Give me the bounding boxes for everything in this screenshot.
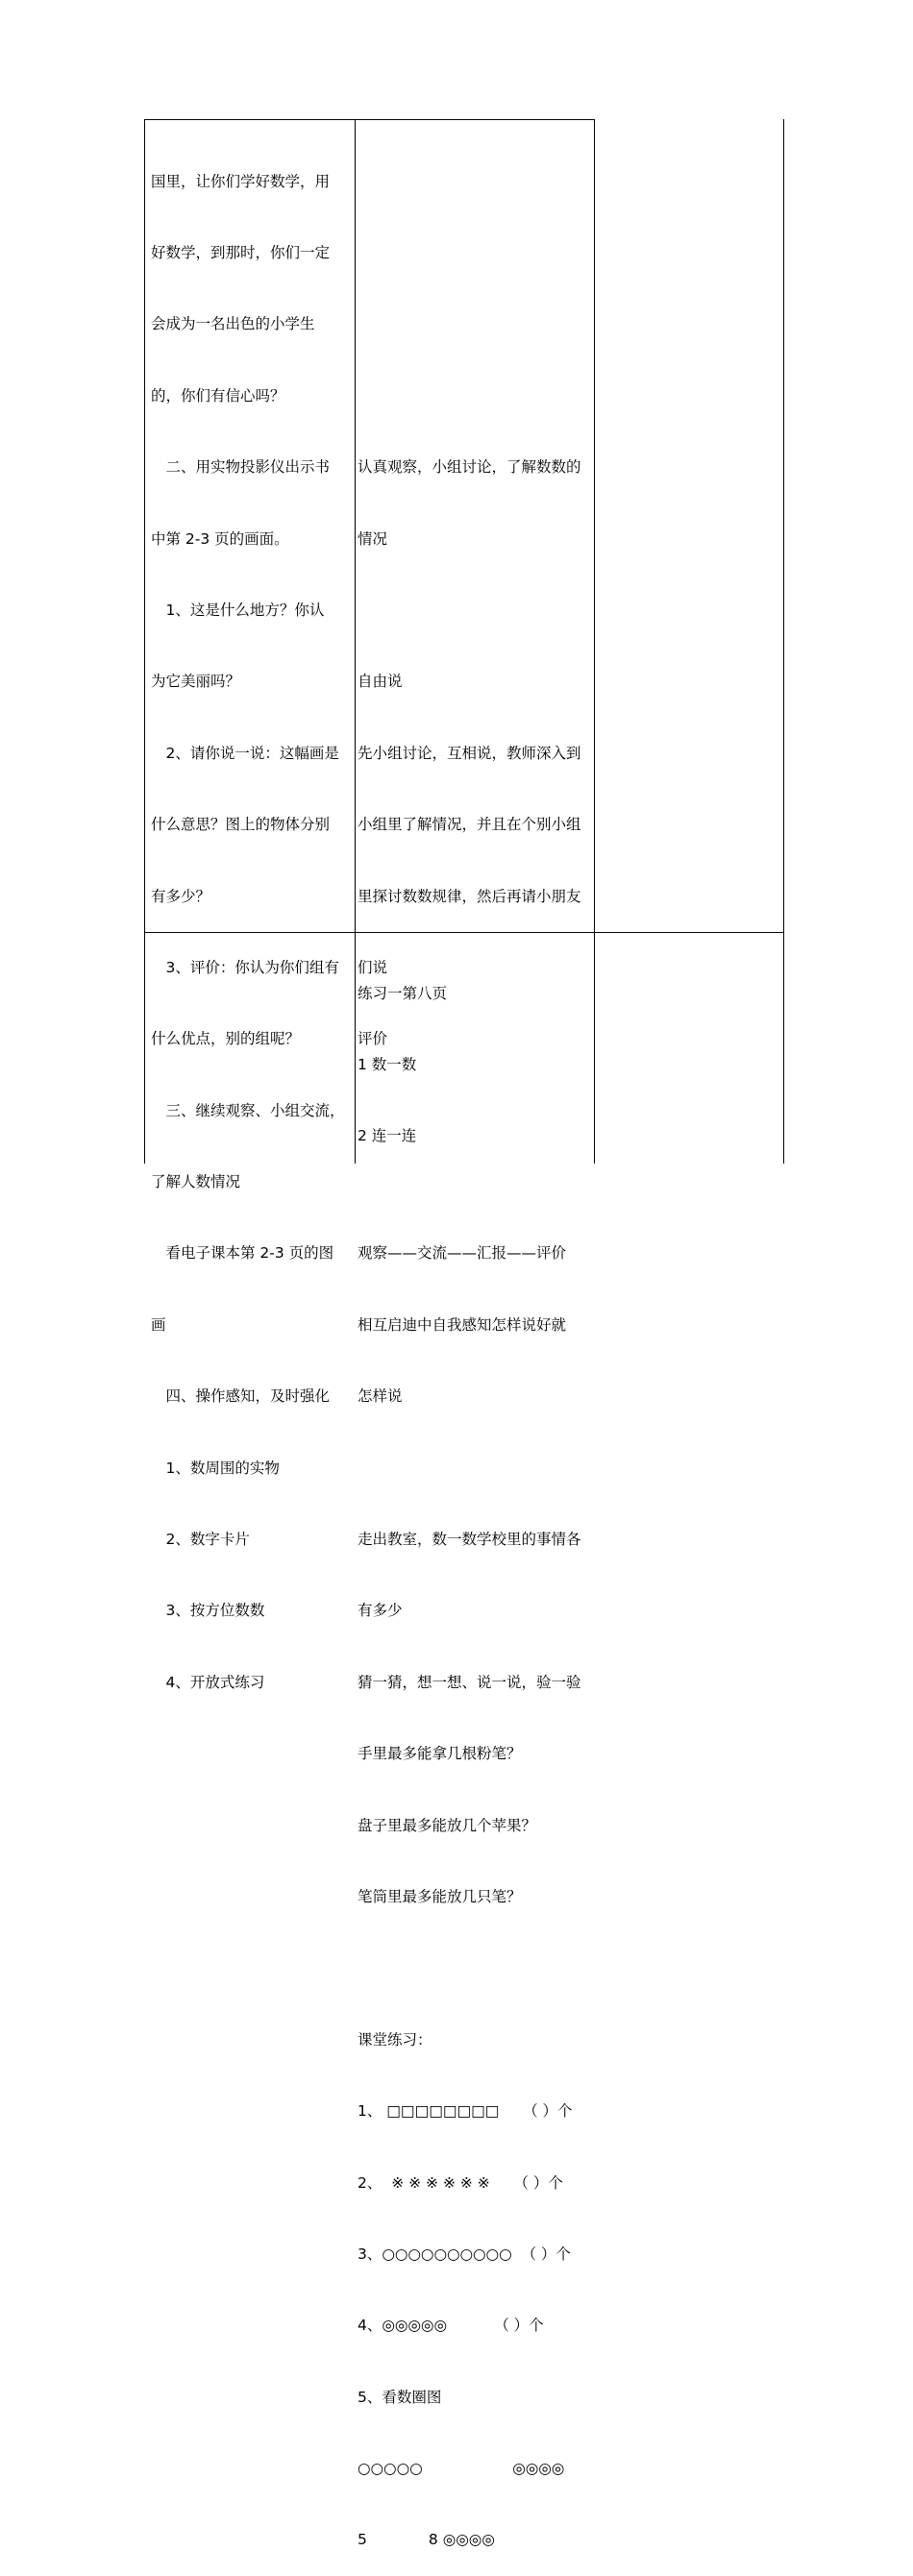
- text-line: 怎样说: [358, 1387, 403, 1406]
- text-line: 1、这是什么地方？你认: [151, 601, 325, 619]
- text-line: [358, 1457, 594, 1481]
- text-line: 看电子课本第 2-3 页的图: [151, 1244, 334, 1263]
- text-line: [358, 384, 594, 408]
- circle-figure-line: ○○○○○ ◎◎◎◎: [358, 2460, 565, 2478]
- text-line: 笔筒里最多能放几只笔？: [358, 1887, 522, 1905]
- text-line: [358, 241, 594, 265]
- text-line: 了解人数情况: [151, 1173, 241, 1191]
- text-line: 4、开放式练习: [151, 1673, 265, 1691]
- circle-figure-numbers: 5 8 ◎◎◎◎: [358, 2531, 495, 2549]
- text-line: 小组里了解情况，并且在个别小组: [358, 816, 581, 834]
- text-line: 相互启迪中自我感知怎样说好就: [358, 1315, 567, 1334]
- text-line: 三、继续观察、小组交流，: [151, 1101, 345, 1119]
- text-line: 有多少: [358, 1602, 403, 1620]
- text-line: 手里最多能拿几根粉笔？: [358, 1745, 522, 1763]
- text-line: 认真观察，小组讨论，了解数数的: [358, 458, 581, 477]
- exercise-line-1: 1、 □□□□□□□□ （ ）个: [358, 2102, 573, 2121]
- text-line: 课堂练习：: [358, 2030, 432, 2049]
- table-left-border: [144, 119, 145, 1164]
- text-line: 情况: [358, 529, 388, 548]
- text-line: 先小组讨论，互相说，教师深入到: [358, 744, 581, 762]
- text-line: [358, 312, 594, 336]
- text-line: 2、请你说一说：这幅画是: [151, 744, 339, 762]
- text-line: 好数学，到那时，你们一定: [151, 243, 331, 261]
- text-line: 观察——交流——汇报——评价: [358, 1244, 567, 1263]
- text-line: 四、操作感知，及时强化: [151, 1387, 331, 1406]
- exercise-line-5: 5、看数圈图: [358, 2388, 442, 2406]
- table-top-border: [144, 119, 595, 120]
- table-divider-2: [594, 119, 595, 1164]
- text-line: 走出教室，数一数学校里的事情各: [358, 1531, 581, 1549]
- text-line: 评价: [358, 1030, 388, 1048]
- text-line: 二、用实物投影仪出示书: [151, 458, 331, 477]
- text-line: 会成为一名出色的小学生: [151, 315, 315, 333]
- text-line: [358, 1170, 594, 1194]
- text-line: 1 数一数: [358, 1055, 417, 1073]
- text-line: 们说: [358, 958, 388, 976]
- exercise-line-2: 2、 ※ ※ ※ ※ ※ ※ （ ）个: [358, 2173, 563, 2192]
- text-line: 里探讨数数规律，然后再请小朋友: [358, 887, 581, 905]
- text-line: 什么优点，别的组呢？: [151, 1030, 301, 1048]
- text-line: 为它美丽吗？: [151, 673, 241, 691]
- text-line: 的，你们有信心吗？: [151, 386, 285, 405]
- text-line: 自由说: [358, 673, 403, 691]
- exercise-line-4: 4、◎◎◎◎◎ （ ）个: [358, 2317, 544, 2335]
- table-divider-1: [355, 119, 356, 1164]
- text-line: 国里，让你们学好数学，用: [151, 172, 331, 190]
- exercise-cell: [358, 934, 594, 1172]
- text-line: [358, 1956, 594, 1980]
- text-line: [358, 599, 594, 623]
- text-line: 盘子里最多能放几个苹果？: [358, 1816, 537, 1834]
- text-line: 画: [151, 1315, 166, 1334]
- exercise-line-3: 3、○○○○○○○○○○ （ ）个: [358, 2245, 571, 2263]
- text-line: 3、按方位数数: [151, 1602, 265, 1620]
- text-line: 中第 2-3 页的画面。: [151, 529, 289, 548]
- text-line: 2、数字卡片: [151, 1531, 250, 1549]
- text-line: 3、评价：你认为你们组有: [151, 958, 339, 976]
- teacher-activity-cell: [151, 122, 353, 1718]
- text-line: 练习一第八页: [358, 984, 448, 1002]
- text-line: 什么意思？图上的物体分别: [151, 816, 331, 834]
- text-line: [358, 170, 594, 194]
- student-activity-cell: [358, 122, 594, 2576]
- text-line: 猜一猜，想一想、说一说，验一验: [358, 1673, 581, 1691]
- text-line: 有多少？: [151, 887, 211, 905]
- text-line: 2 连一连: [358, 1127, 417, 1145]
- text-line: 1、数周围的实物: [151, 1459, 280, 1477]
- table-right-border: [783, 119, 784, 1164]
